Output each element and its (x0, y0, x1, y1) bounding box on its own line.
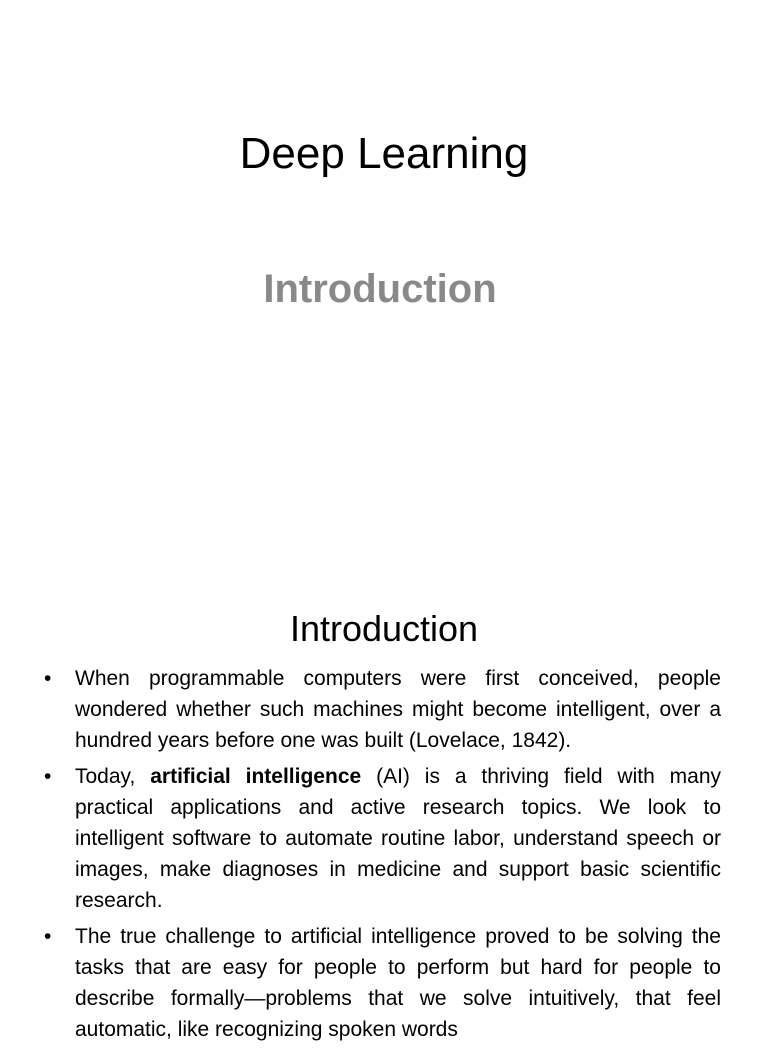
bullet-list (44, 663, 721, 1050)
bullet-dot-icon: • (44, 667, 52, 690)
slide-subtitle: Introduction (263, 267, 497, 311)
bullet-text-prefix: Today, (75, 765, 151, 788)
bullet-text: The true challenge to artificial intelligence proved to be solving the tasks that are easy for people to perform but hard for people to describe formally—problems that we solve intuitively, that feel automatic, like recognizing spoken words (75, 925, 721, 1041)
bullet-item (44, 663, 721, 756)
section-title: Introduction (289, 608, 479, 649)
bullet-text: When programmable computers were first conceived, people wondered whether such machines might become intelligent, over a hundred years before one was built (Lovelace, 1842). (75, 667, 721, 752)
bullet-dot-icon: • (44, 925, 52, 948)
bullet-item (44, 921, 721, 1045)
bullet-text-suffix: (AI) is a thriving field with many practical applications and active research topics. We look to intelligent software to automate routine labor, understand speech or images, make diagnoses in medicine and support basic scientific research. (75, 765, 722, 912)
bullet-item (44, 761, 721, 916)
bullet-text-bold: artificial intelligence (150, 765, 362, 788)
slide-title: Deep Learning (239, 129, 529, 178)
bullet-dot-icon: • (44, 765, 52, 788)
